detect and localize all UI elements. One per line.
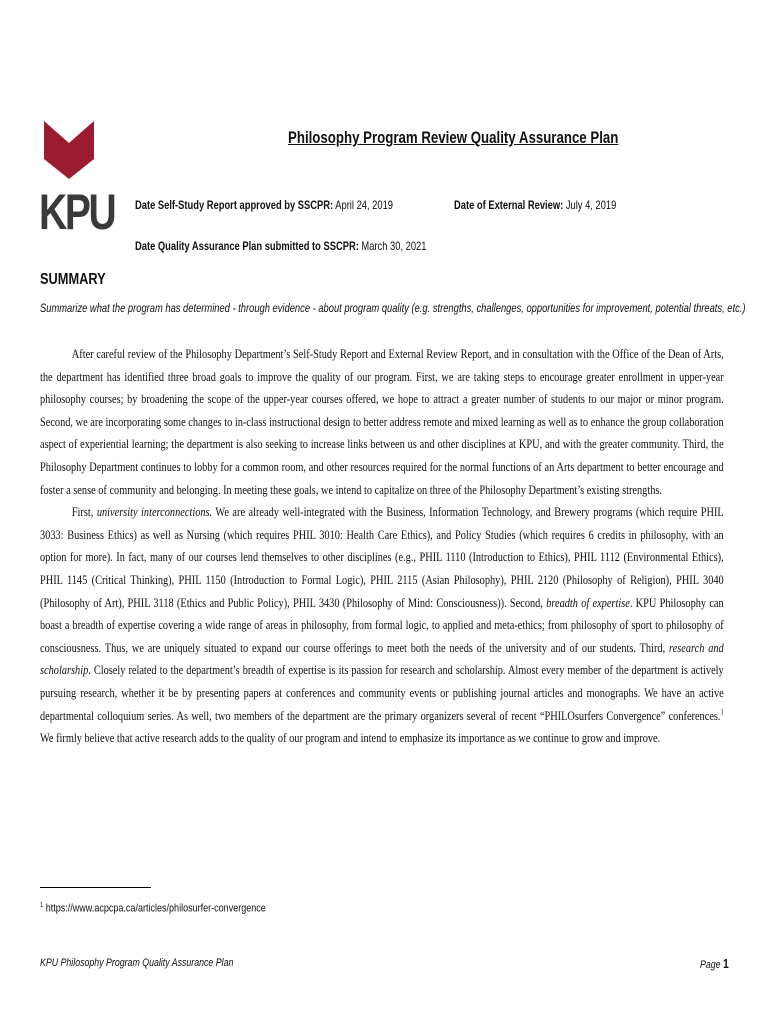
document-title: Philosophy Program Review Quality Assurance Plan: [288, 128, 619, 147]
logo-mark-shape: [44, 121, 94, 179]
p2-emphasis-research-and-scholarship: research and scholarship: [40, 639, 724, 678]
page-number: 1: [723, 956, 729, 971]
summary-body: [40, 343, 724, 750]
summary-paragraph-2: [40, 501, 724, 750]
footer-document-name: KPU Philosophy Program Quality Assurance Plan: [40, 957, 234, 969]
summary-paragraph-1: After careful review of the Philosophy Department’s Self-Study Report and External Review Report, and in consultation with the Office of the Dean of Arts, the department has identified three broad goals to improve the quality of our program. First, we are taking steps to encourage greater enrollment in upper-year philosophy courses; by broadening the scope of the upper-year courses offered, we hope to attract a greater number of students to our major or minor program. Second, we are incorporating some changes to in-class instructional design to better address remote and mixed learning as well as to enhance the group collaboration aspect of experiential learning; the department is also seeking to increase links between us and other disciplines at KPU, and with the greater community. Third, the Philosophy Department continues to lobby for a common room, and other resources required for the normal functions of an Arts department to better encourage and foster a sense of community and belonging. In meeting these goals, we intend to capitalize on three of the Philosophy Department’s existing strengths.: [40, 346, 724, 497]
footnote-reference[interactable]: 1: [720, 707, 724, 717]
kpu-chevron-mark-icon: [44, 121, 94, 181]
logo-wordmark: KPU: [39, 184, 115, 240]
external-review-label: Date of External Review:: [454, 198, 564, 212]
page-label: Page: [700, 959, 723, 971]
summary-instructions: Summarize what the program has determined - through evidence - about program quality (e.g. strengths, challenges, opportunities for improvement, potential threats, etc.): [40, 301, 746, 315]
self-study-approval-value: April 24, 2019: [335, 198, 394, 212]
p2-text-b: We are already well-integrated with the Business, Information Technology, and Brewery programs (which require PHIL 3033: Business Ethics) as well as Nursing (which requires PHIL 3010: Health Care Ethics), and Policy Studies (which requires 6 credits in philosophy, with an option for more). In fact, many of our courses lend themselves to other disciplines (e.g., PHIL 1110 (Introduction to Ethics), PHIL 1112 (Environmental Ethics), PHIL 1145 (Critical Thinking), PHIL 1150 (Introduction to Formal Logic), PHIL 2115 (Asian Philosophy), PHIL 2120 (Philosophy of Religion), PHIL 3040 (Philosophy of Art), PHIL 3118 (Ethics and Public Policy), PHIL 3430 (Philosophy of Mind: Consciousness)). Second,: [40, 504, 724, 610]
p2-text-d: . Closely related to the department’s breadth of expertise is its passion for research and scholarship. Almost every member of the department is actively pursuing research, whether it be by presenting papers at conferences and community events or publishing journal articles and monographs. We have an active departmental colloquium series. As well, two members of the department are the primary organizers several of recent “PHILOsurfers Convergence” conferences.: [40, 662, 724, 723]
qa-plan-submitted-date: [135, 239, 426, 253]
qa-plan-submitted-label: Date Quality Assurance Plan submitted to SSCPR:: [135, 239, 359, 253]
footnote: [40, 902, 266, 915]
summary-heading: SUMMARY: [40, 271, 106, 288]
footnote-separator: [40, 887, 151, 888]
footer-page-number: [700, 956, 729, 971]
p2-text-e: We firmly believe that active research adds to the quality of our program and intend to emphasize its importance as we continue to grow and improve.: [40, 730, 661, 746]
kpu-logo: [39, 121, 115, 241]
external-review-value: July 4, 2019: [565, 198, 617, 212]
footnote-link[interactable]: https://www.acpcpa.ca/articles/philosurfer-convergence: [43, 902, 266, 915]
p2-text-c: . KPU Philosophy can boast a breadth of expertise covering a wide range of areas in philosophy, from formal logic, to applied and meta-ethics; from philosophy of sport to philosophy of consciousness. Thus, we are uniquely situated to expand our course offerings to meet both the needs of the university and of our students. Third,: [40, 594, 724, 655]
p2-emphasis-university-interconnections: university interconnections.: [96, 504, 213, 520]
p2-emphasis-breadth-of-expertise: breadth of expertise: [546, 594, 630, 610]
self-study-approval-date: [135, 198, 393, 212]
p2-text-a: First,: [71, 504, 97, 520]
qa-plan-submitted-value: March 30, 2021: [361, 239, 427, 253]
external-review-date: [454, 198, 616, 212]
self-study-approval-label: Date Self-Study Report approved by SSCPR:: [135, 198, 334, 212]
footnote-number: 1: [40, 902, 44, 909]
